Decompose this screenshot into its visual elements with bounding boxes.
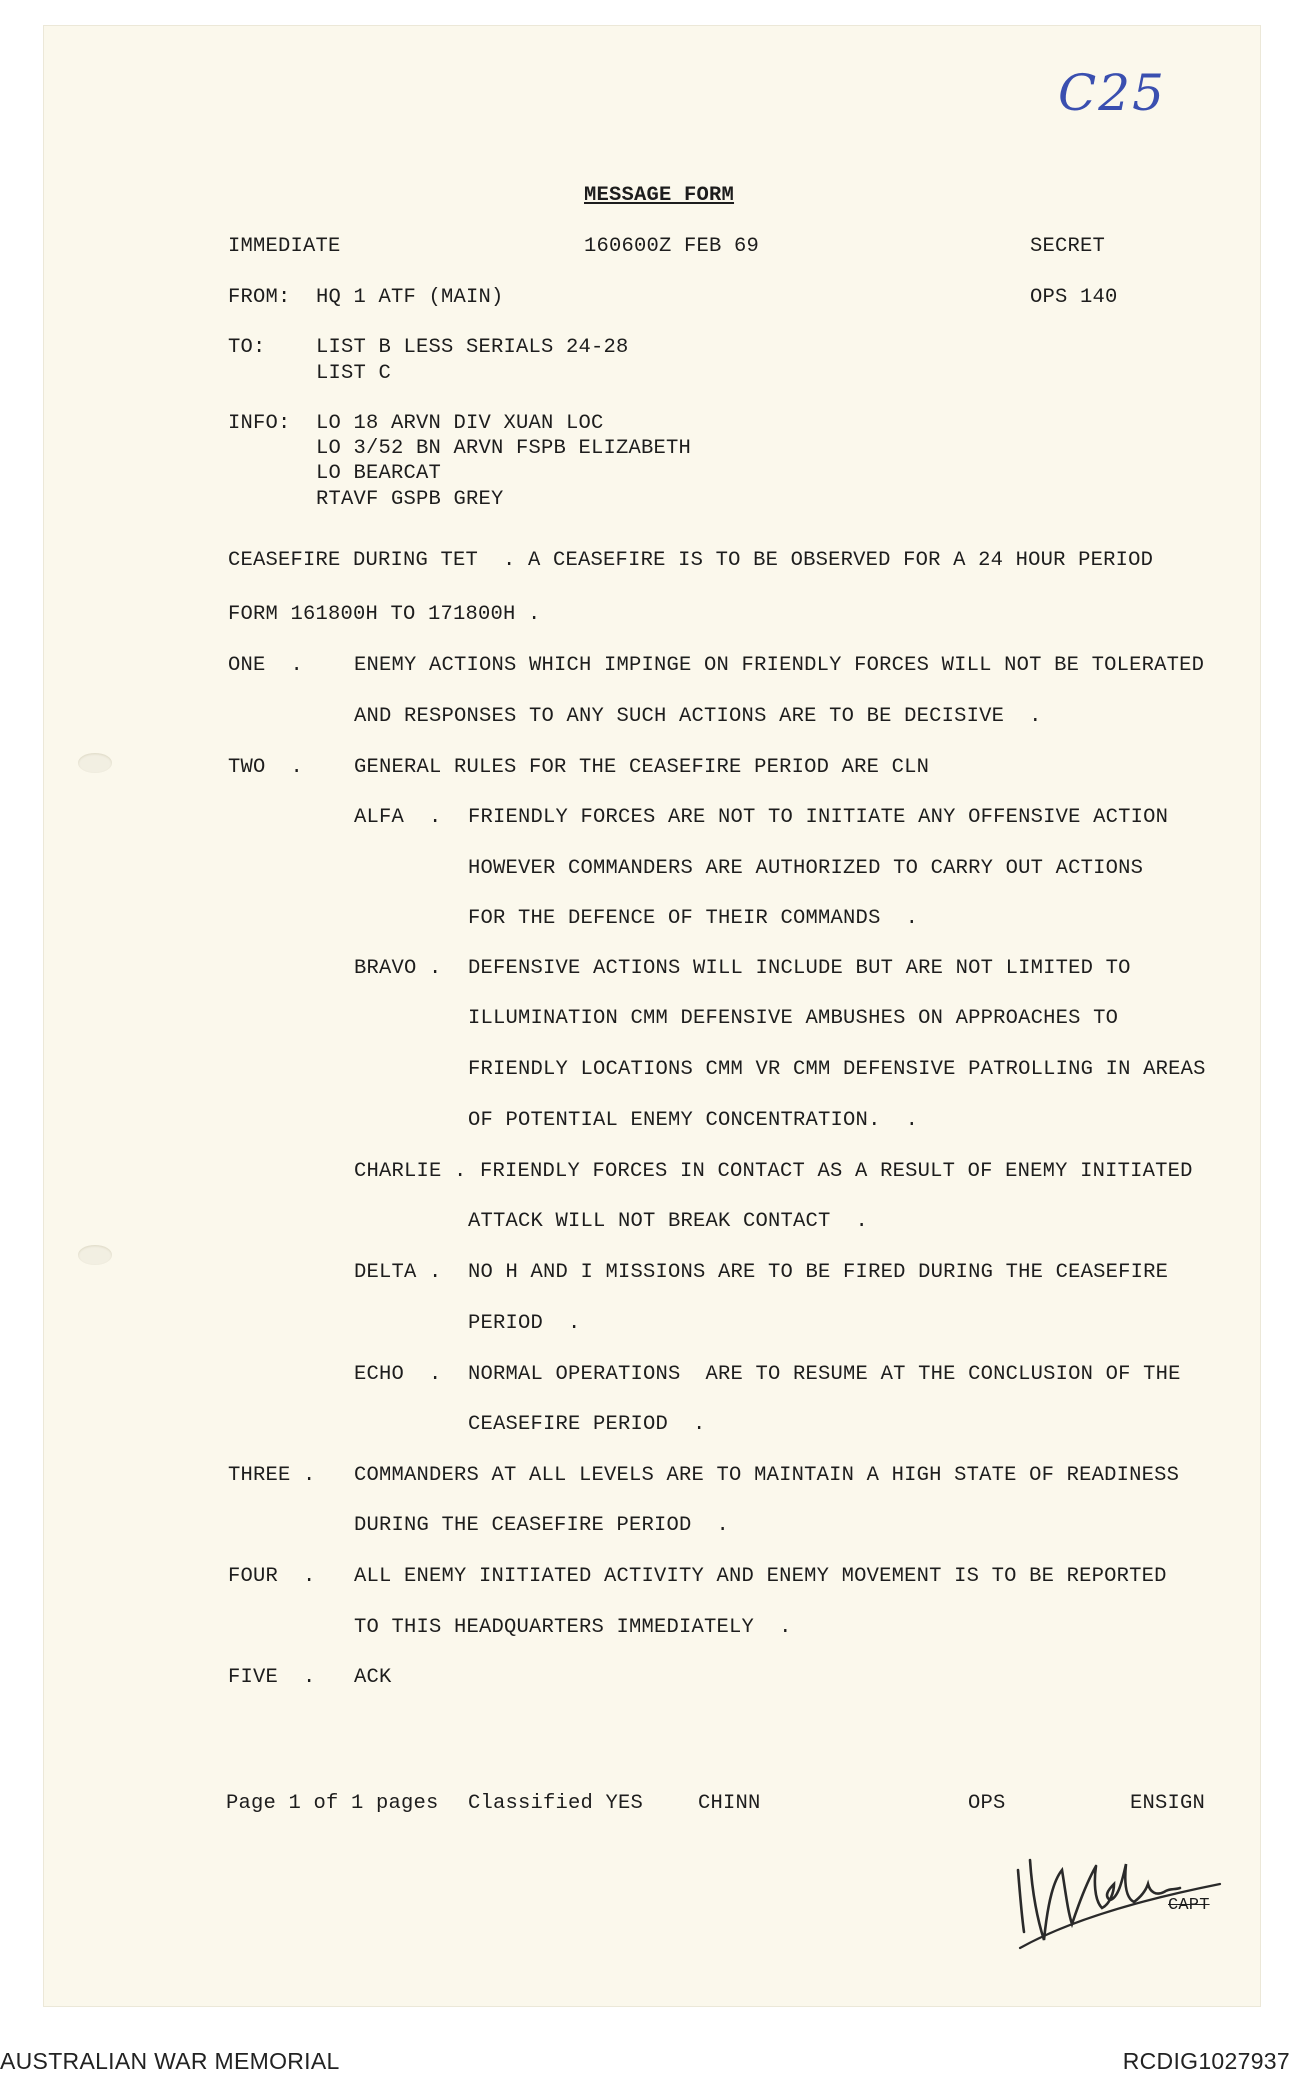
info-line: RTAVF GSPB GREY — [316, 488, 504, 511]
rank-capt: CAPT — [1168, 1896, 1210, 1915]
punch-hole-upper — [78, 753, 112, 773]
para-two-line: GENERAL RULES FOR THE CEASEFIRE PERIOD ARE CLN — [354, 756, 930, 779]
to-line: LIST C — [316, 362, 392, 385]
from-value: HQ 1 ATF (MAIN) — [316, 286, 504, 309]
classification: SECRET — [1030, 235, 1106, 258]
sub-alfa-line: FRIENDLY FORCES ARE NOT TO INITIATE ANY OFFENSIVE ACTION — [468, 806, 1169, 829]
message-reference: OPS 140 — [1030, 286, 1118, 309]
from-label: FROM: — [228, 286, 291, 309]
punch-hole-lower — [78, 1245, 112, 1265]
para-five-label: FIVE . — [228, 1666, 316, 1689]
rank-ensign: ENSIGN — [1130, 1792, 1206, 1815]
signature-stroke — [1018, 1860, 1180, 1940]
sub-alfa-line: HOWEVER COMMANDERS ARE AUTHORIZED TO CARRY OUT ACTIONS — [468, 857, 1144, 880]
sub-charlie-line: ATTACK WILL NOT BREAK CONTACT . — [468, 1210, 869, 1233]
para-one-label: ONE . — [228, 654, 304, 677]
info-line: LO 3/52 BN ARVN FSPB ELIZABETH — [316, 437, 692, 460]
sub-echo-line: CEASEFIRE PERIOD . — [468, 1413, 706, 1436]
para-five-line: ACK — [354, 1666, 392, 1689]
signature-flourish — [1020, 1884, 1220, 1948]
to-line: LIST B LESS SERIALS 24-28 — [316, 336, 629, 359]
sub-charlie-label: CHARLIE . — [354, 1160, 467, 1183]
intro-line: CEASEFIRE DURING TET . A CEASEFIRE IS TO BE OBSERVED FOR A 24 HOUR PERIOD — [228, 549, 1154, 572]
sub-bravo-line: DEFENSIVE ACTIONS WILL INCLUDE BUT ARE NOT LIMITED TO — [468, 957, 1131, 980]
archive-source-left: AUSTRALIAN WAR MEMORIAL — [0, 2048, 340, 2074]
para-one-line: AND RESPONSES TO ANY SUCH ACTIONS ARE TO BE DECISIVE . — [354, 705, 1042, 728]
info-line: LO 18 ARVN DIV XUAN LOC — [316, 412, 604, 435]
handwritten-annotation: C25 — [1058, 64, 1166, 122]
para-two-label: TWO . — [228, 756, 304, 779]
sub-bravo-label: BRAVO . — [354, 957, 442, 980]
para-three-line: DURING THE CEASEFIRE PERIOD . — [354, 1514, 730, 1537]
sub-alfa-line: FOR THE DEFENCE OF THEIR COMMANDS . — [468, 907, 919, 930]
sub-delta-line: NO H AND I MISSIONS ARE TO BE FIRED DURING THE CEASEFIRE — [468, 1261, 1169, 1284]
sub-alfa-label: ALFA . — [354, 806, 442, 829]
sub-charlie-line: FRIENDLY FORCES IN CONTACT AS A RESULT OF ENEMY INITIATED — [480, 1160, 1193, 1183]
archive-id-right: RCDIG1027937 — [1122, 2048, 1290, 2074]
para-one-line: ENEMY ACTIONS WHICH IMPINGE ON FRIENDLY FORCES WILL NOT BE TOLERATED — [354, 654, 1205, 677]
info-line: LO BEARCAT — [316, 462, 442, 485]
date-time-group: 160600Z FEB 69 — [584, 235, 760, 258]
info-label: INFO: — [228, 412, 291, 435]
page-count: Page 1 of 1 pages — [226, 1792, 439, 1815]
sub-bravo-line: OF POTENTIAL ENEMY CONCENTRATION. . — [468, 1109, 919, 1132]
sub-bravo-line: ILLUMINATION CMM DEFENSIVE AMBUSHES ON APPROACHES TO — [468, 1007, 1119, 1030]
para-three-label: THREE . — [228, 1464, 316, 1487]
sub-echo-label: ECHO . — [354, 1363, 442, 1386]
form-title: MESSAGE FORM — [584, 184, 735, 207]
intro-line: FORM 161800H TO 171800H . — [228, 603, 541, 626]
precedence: IMMEDIATE — [228, 235, 341, 258]
para-four-line: TO THIS HEADQUARTERS IMMEDIATELY . — [354, 1616, 792, 1639]
para-four-line: ALL ENEMY INITIATED ACTIVITY AND ENEMY MOVEMENT IS TO BE REPORTED — [354, 1565, 1167, 1588]
sub-echo-line: NORMAL OPERATIONS ARE TO RESUME AT THE CONCLUSION OF THE — [468, 1363, 1181, 1386]
para-four-label: FOUR . — [228, 1565, 316, 1588]
classified-status: Classified YES — [468, 1792, 644, 1815]
sub-delta-line: PERIOD . — [468, 1312, 581, 1335]
section-name: OPS — [968, 1792, 1006, 1815]
signature-image — [1010, 1800, 1230, 1950]
sub-bravo-line: FRIENDLY LOCATIONS CMM VR CMM DEFENSIVE PATROLLING IN AREAS — [468, 1058, 1206, 1081]
sub-delta-label: DELTA . — [354, 1261, 442, 1284]
para-three-line: COMMANDERS AT ALL LEVELS ARE TO MAINTAIN A HIGH STATE OF READINESS — [354, 1464, 1180, 1487]
to-label: TO: — [228, 336, 266, 359]
drafter-name: CHINN — [698, 1792, 761, 1815]
